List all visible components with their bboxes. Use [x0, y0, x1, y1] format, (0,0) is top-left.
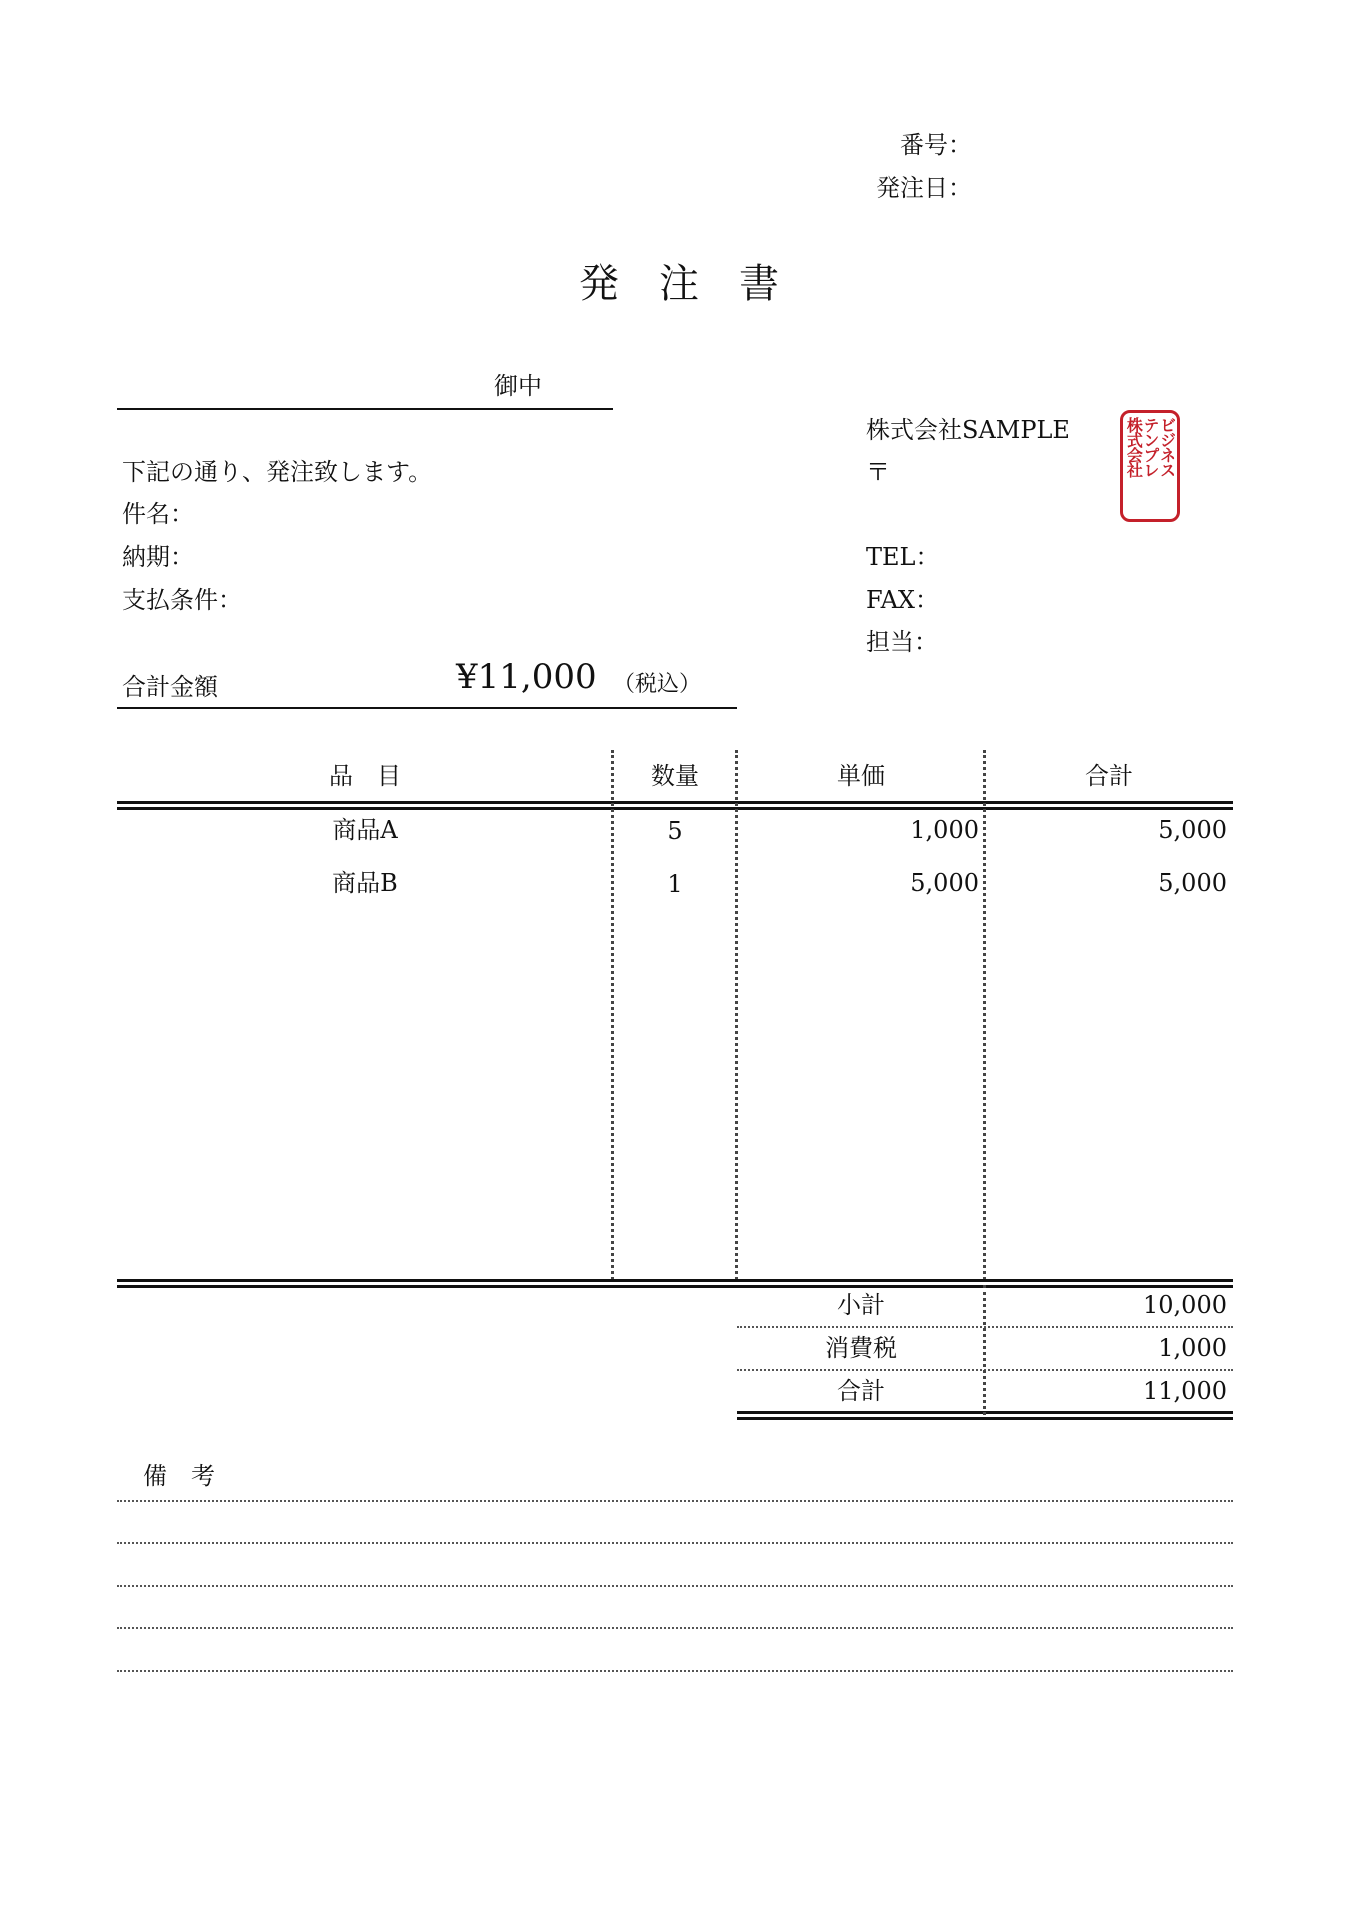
page-title: 発 注 書	[579, 261, 779, 307]
seal-text-col: 株式会社	[1124, 417, 1144, 477]
seal-text-col: テンプレ	[1140, 417, 1160, 477]
recipient-underline	[117, 408, 613, 410]
remarks-line	[117, 1585, 1233, 1587]
subtotal-value: 10,000	[1143, 1291, 1227, 1319]
grand-total-value: 11,000	[1143, 1377, 1227, 1405]
row-amount: 5,000	[1158, 816, 1227, 844]
remarks-line	[117, 1627, 1233, 1629]
table-header-rule	[117, 801, 1233, 810]
company-name: 株式会社SAMPLE	[866, 416, 1070, 444]
summary-column-divider	[983, 1285, 986, 1415]
company-seal-stamp	[1120, 410, 1180, 522]
tax-value: 1,000	[1158, 1334, 1227, 1362]
total-underline	[117, 707, 737, 709]
row-unit-price: 1,000	[910, 816, 979, 844]
recipient-suffix: 御中	[494, 372, 542, 400]
col-header-amount: 合計	[1085, 762, 1133, 790]
total-amount-label: 合計金額	[122, 673, 218, 701]
row-item: 商品A	[332, 816, 398, 844]
table-bottom-rule	[117, 1279, 1233, 1288]
order-number-label: 番号：	[900, 131, 972, 159]
row-item: 商品B	[332, 869, 398, 897]
col-header-item: 品 目	[329, 762, 401, 790]
tax-label: 消費税	[825, 1334, 897, 1362]
tel-label: TEL：	[866, 543, 940, 571]
remarks-line	[117, 1670, 1233, 1672]
delivery-label: 納期：	[122, 543, 194, 571]
fax-label: FAX：	[866, 586, 939, 614]
subject-label: 件名：	[122, 500, 194, 528]
remarks-label: 備 考	[143, 1462, 215, 1490]
total-amount-value: ¥11,000	[456, 657, 597, 697]
grand-total-label: 合計	[837, 1377, 885, 1405]
payment-terms-label: 支払条件：	[122, 586, 242, 614]
row-qty: 5	[667, 817, 683, 845]
remarks-line	[117, 1500, 1233, 1502]
order-date-label: 発注日：	[876, 174, 972, 202]
row-qty: 1	[667, 870, 683, 898]
row-unit-price: 5,000	[910, 869, 979, 897]
intro-message: 下記の通り、発注致します。	[122, 458, 433, 486]
postal-mark: 〒	[866, 458, 890, 486]
contact-person-label: 担当：	[866, 628, 938, 656]
subtotal-label: 小計	[837, 1291, 885, 1319]
remarks-line	[117, 1542, 1233, 1544]
tax-included-note: （税込）	[613, 672, 702, 697]
seal-text-col: ビジネス	[1157, 417, 1177, 477]
row-amount: 5,000	[1158, 869, 1227, 897]
col-header-qty: 数量	[651, 762, 699, 790]
col-header-unit-price: 単価	[837, 762, 885, 790]
